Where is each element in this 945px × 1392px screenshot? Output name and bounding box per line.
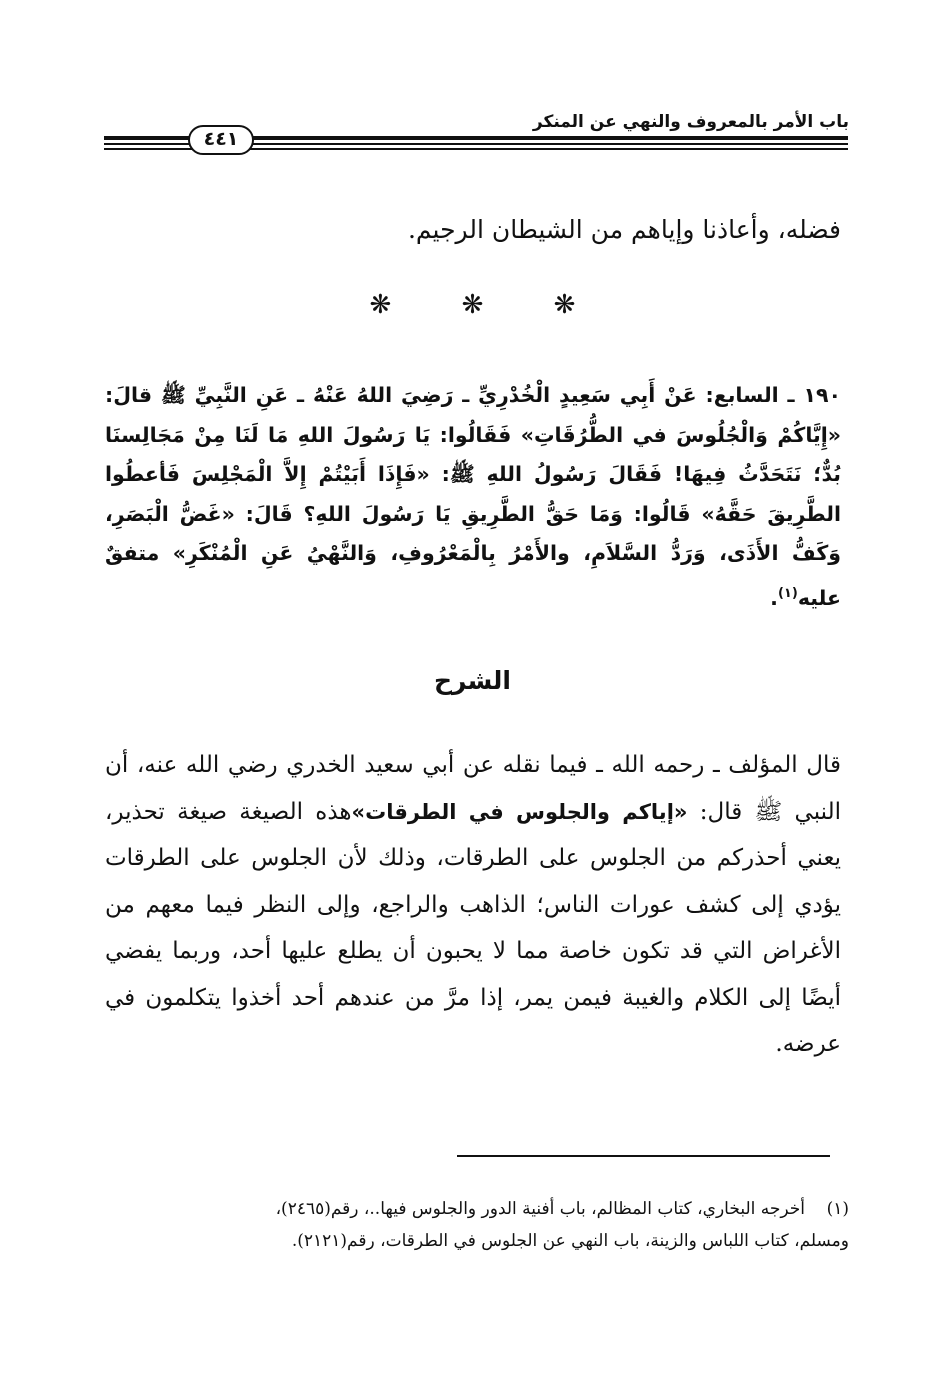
footnote-text-line2: ومسلم، كتاب اللباس والزينة، باب النهي عن الجلوس في الطرقات، رقم(٢١٢١).: [291, 1231, 849, 1251]
footnote-line-continued: [105, 1225, 849, 1257]
commentary-paragraph: [105, 742, 841, 1068]
footnote-line: [105, 1193, 849, 1225]
opening-line: فضله، وأعاذنا وإياهم من الشيطان الرجيم.: [407, 215, 841, 244]
section-heading: الشرح: [434, 666, 511, 695]
footnotes: [105, 1193, 849, 1257]
running-title: باب الأمر بالمعروف والنهي عن المنكر: [532, 112, 849, 132]
hadith-text: ١٩٠ ـ السابع: عَنْ أَبِي سَعِيدٍ الْخُدْرِيِّ ـ رَضِيَ اللهُ عَنْهُ ـ عَنِ النَّبِيِّ ﷺ قالَ: «إِيَّاكُمْ وَالْجُلُوسَ في الطُّرُقَاتِ» فَقَالُوا: يَا رَسُولَ اللهِ مَا لَنَا مِنْ مَجَالِسنَا بُدٌّ؛ نَتَحَدَّثُ فِيهَا! فَقَالَ رَسُولُ اللهِ ﷺ: «فَإِذَا أَبَيْتُمْ إِلاَّ الْمَجْلِسَ فَأعطُوا الطَّرِيقَ حَقَّهُ» قَالُوا: وَمَا حَقُّ الطَّرِيقِ يَا رَسُولَ اللهِ؟ قَالَ: «غَضُّ الْبَصَرِ، وَكَفُّ الأَذَى، وَرَدُّ السَّلاَمِ، والأَمْرُ بِالْمَعْرُوفِ، وَالنَّهْيُ عَنِ الْمُنْكَرِ» متفقٌ عليه: [105, 383, 841, 610]
page-number: ٤٤١: [188, 125, 254, 155]
footnote-text-line1: أخرجه البخاري، كتاب المظالم، باب أفنية الدور والجلوس فيها..، رقم(٢٤٦٥)،: [275, 1199, 805, 1219]
footnote-separator-rule: [457, 1155, 830, 1157]
commentary-body: هذه الصيغة صيغة تحذير، يعني أحذركم من الجلوس على الطرقات، وذلك لأن الجلوس على الطرقات يؤدي إلى كشف عورات الناس؛ الذاهب والراجع، وإلى النظر فيما معهم من الأغراض التي قد تكون خاصة مما لا يحبون أن يطلع عليها أحد، وربما يفضي أيضًا إلى الكلام والغيبة فيمن يمر، إذا مرَّ من عندهم أحد أخذوا يتكلمون في عرضه.: [105, 798, 841, 1057]
asterism-separator: ❋ ❋ ❋: [369, 290, 576, 320]
footnote-number: (١): [826, 1199, 849, 1219]
commentary-quote: «إياكم والجلوس في الطرقات»: [351, 799, 688, 824]
hadith-paragraph: [105, 376, 841, 618]
commentary-intro: قال المؤلف ـ رحمه الله ـ فيما نقله عن أبي سعيد الخدري رضي الله عنه، أن النبي ﷺ قال:: [105, 752, 841, 825]
hadith-end: .: [770, 585, 778, 610]
footnote-reference: (١): [777, 585, 798, 601]
